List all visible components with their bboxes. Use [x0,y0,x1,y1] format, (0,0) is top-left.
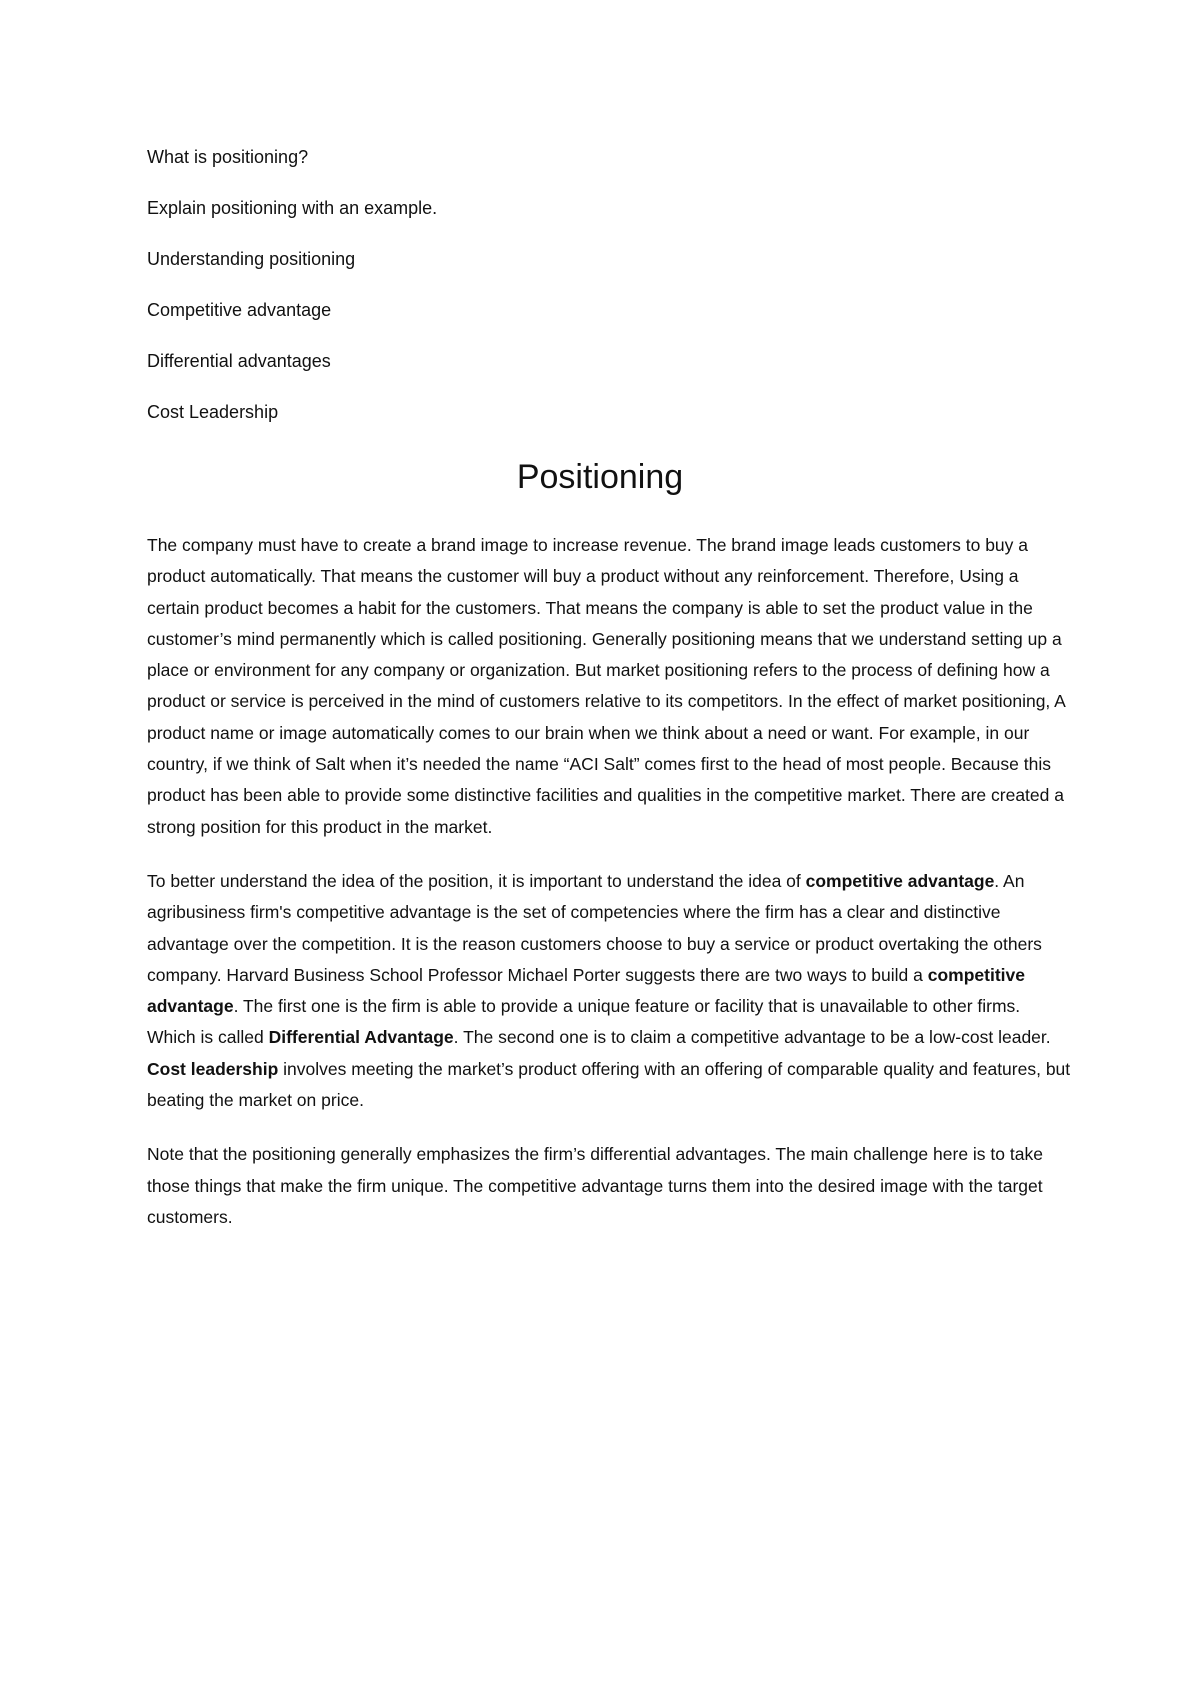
question-item: Cost Leadership [147,402,279,422]
paragraph-text: . The second one is to claim a competitive advantage to be a low-cost leader. [453,1027,1051,1048]
question-item: What is positioning? [147,147,309,167]
paragraph-note: Note that the positioning generally emphasizes the firm’s differential advantages. The main challenge here is to take those things that make the firm unique. The competitive advantage turns them into the desired image with the target customers. [147,1144,1043,1227]
paragraph-text: . The first one is the firm is able to provide a unique feature or facility that is unavailable to other firms. Which is called [147,996,1021,1048]
question-item: Differential advantages [147,351,331,371]
paragraph-text: . An agribusiness firm's competitive advantage is the set of competencies where the firm has a clear and distinctive advantage over the competition. It is the reason customers choose to buy a service or product overtaking the others company. Harvard Business School Professor Michael Porter suggests there are two ways to build a [147,870,1042,985]
paragraph-competitive-advantage [147,866,1072,1116]
bold-term: Differential Advantage [268,1027,454,1048]
paragraph-text: involves meeting the market’s product offering with an offering of comparable quality and features, but beating the market on price. [147,1058,1071,1111]
paragraph-positioning: The company must have to create a brand image to increase revenue. The brand image leads customers to buy a product automatically. That means the customer will buy a product without any reinforcement. Therefore, Using a certain product becomes a habit for the customers. That means the company is able to set the product value in the customer’s mind permanently which is called positioning. Generally positioning means that we understand setting up a place or environment for any company or organization. But market positioning refers to the process of defining how a product or service is perceived in the mind of customers relative to its competitors. In the effect of market positioning, A product name or image automatically comes to our brain when we think about a need or want. For example, in our country, if we think of Salt when it’s needed the name “ACI Salt” comes first to the head of most people. Because this product has been able to provide some distinctive facilities and qualities in the competitive market. There are created a strong position for this product in the market. [147,535,1065,837]
document-body [147,530,1072,1256]
question-list [147,145,1047,451]
bold-term: Cost leadership [147,1058,279,1079]
document-title: Positioning [516,458,684,496]
question-item: Understanding positioning [147,249,356,269]
paragraph-text: To better understand the idea of the position, it is important to understand the idea of [147,870,806,891]
bold-term: competitive advantage [147,964,1025,1017]
bold-term: competitive advantage [805,870,995,891]
question-item: Explain positioning with an example. [147,198,438,218]
question-item: Competitive advantage [147,300,332,320]
